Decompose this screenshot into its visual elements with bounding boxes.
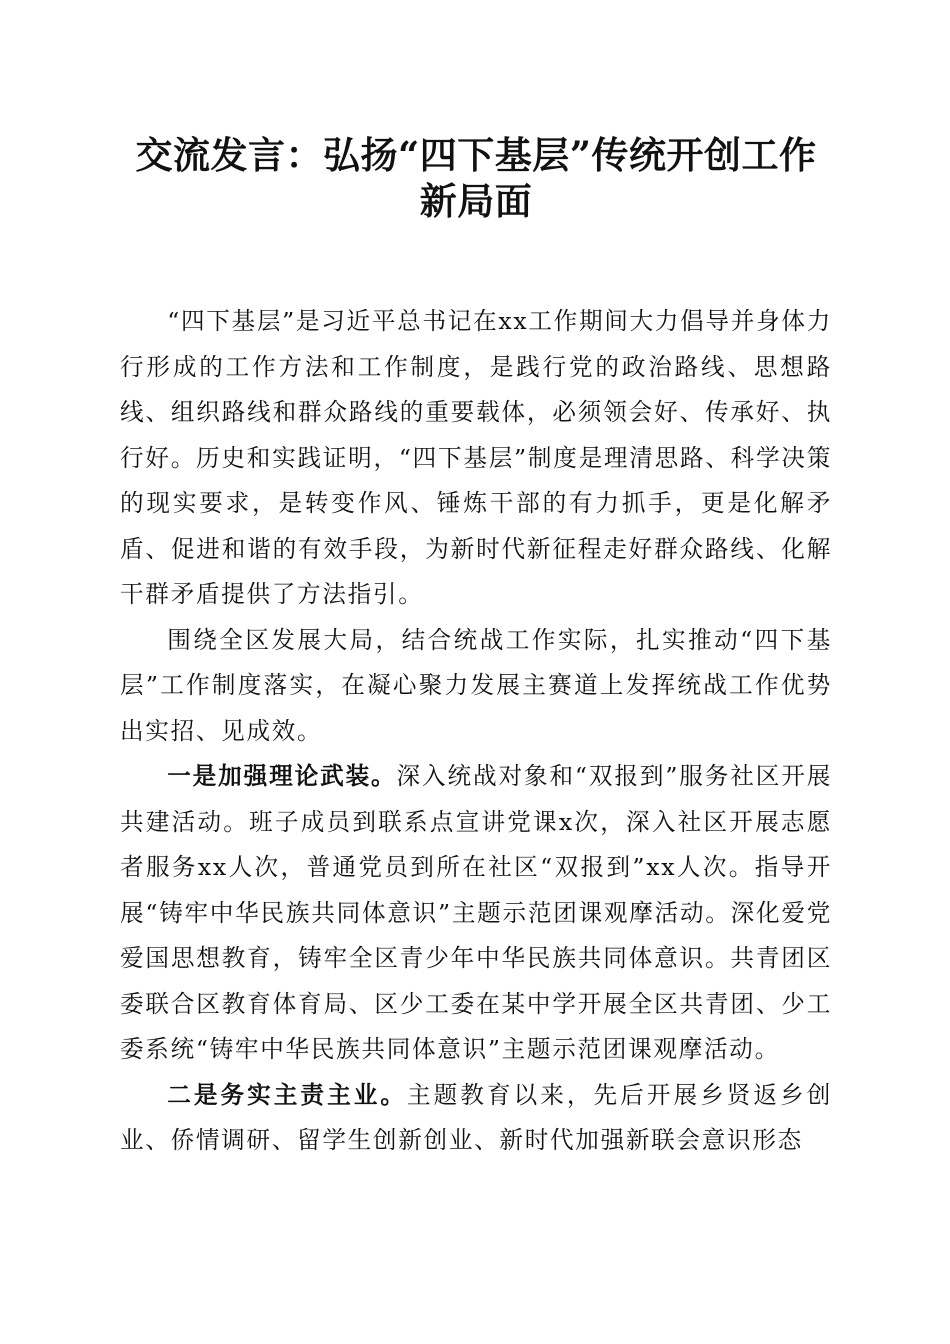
paragraph-overview (120, 618, 832, 755)
paragraph-text: 围绕全区发展大局，结合统战工作实际，扎实推动“四下基层”工作制度落实，在凝心聚力发展主赛道上发挥统战工作优势出实招、见成效。 (120, 625, 832, 745)
paragraph-lead: 一是加强理论武装。 (167, 762, 397, 790)
paragraph-theory (120, 754, 832, 1073)
document-title: 交流发言：弘扬“四下基层”传统开创工作新局面 (135, 133, 817, 223)
paragraph-duties (120, 1073, 832, 1164)
paragraph-lead: 二是务实主责主业。 (167, 1080, 408, 1109)
document-body (120, 299, 832, 1164)
paragraph-intro (120, 299, 832, 618)
paragraph-text: 深入统战对象和“双报到”服务社区开展共建活动。班子成员到联系点宣讲党课x次，深入社区开展志愿者服务xx人次，普通党员到所在社区“双报到”xx人次。指导开展“铸牢中华民族共同体意识”主题示范团课观摩活动。深化爱党爱国思想教育，铸牢全区青少年中华民族共同体意识。共青团区委联合区教育体育局、区少工委在某中学开展全区共青团、少工委系统“铸牢中华民族共同体意识”主题示范团课观摩活动。 (120, 762, 832, 1063)
paragraph-text: 主题教育以来，先后开展乡贤返乡创业、侨情调研、留学生创新创业、新时代加强新联会意识形态 (120, 1080, 832, 1154)
paragraph-text: “四下基层”是习近平总书记在xx工作期间大力倡导并身体力行形成的工作方法和工作制度，是践行党的政治路线、思想路线、组织路线和群众路线的重要载体，必须领会好、传承好、执行好。历史和实践证明，“四下基层”制度是理清思路、科学决策的现实要求，是转变作风、锤炼干部的有力抓手，更是化解矛盾、促进和谐的有效手段，为新时代新征程走好群众路线、化解干群矛盾提供了方法指引。 (120, 307, 832, 608)
